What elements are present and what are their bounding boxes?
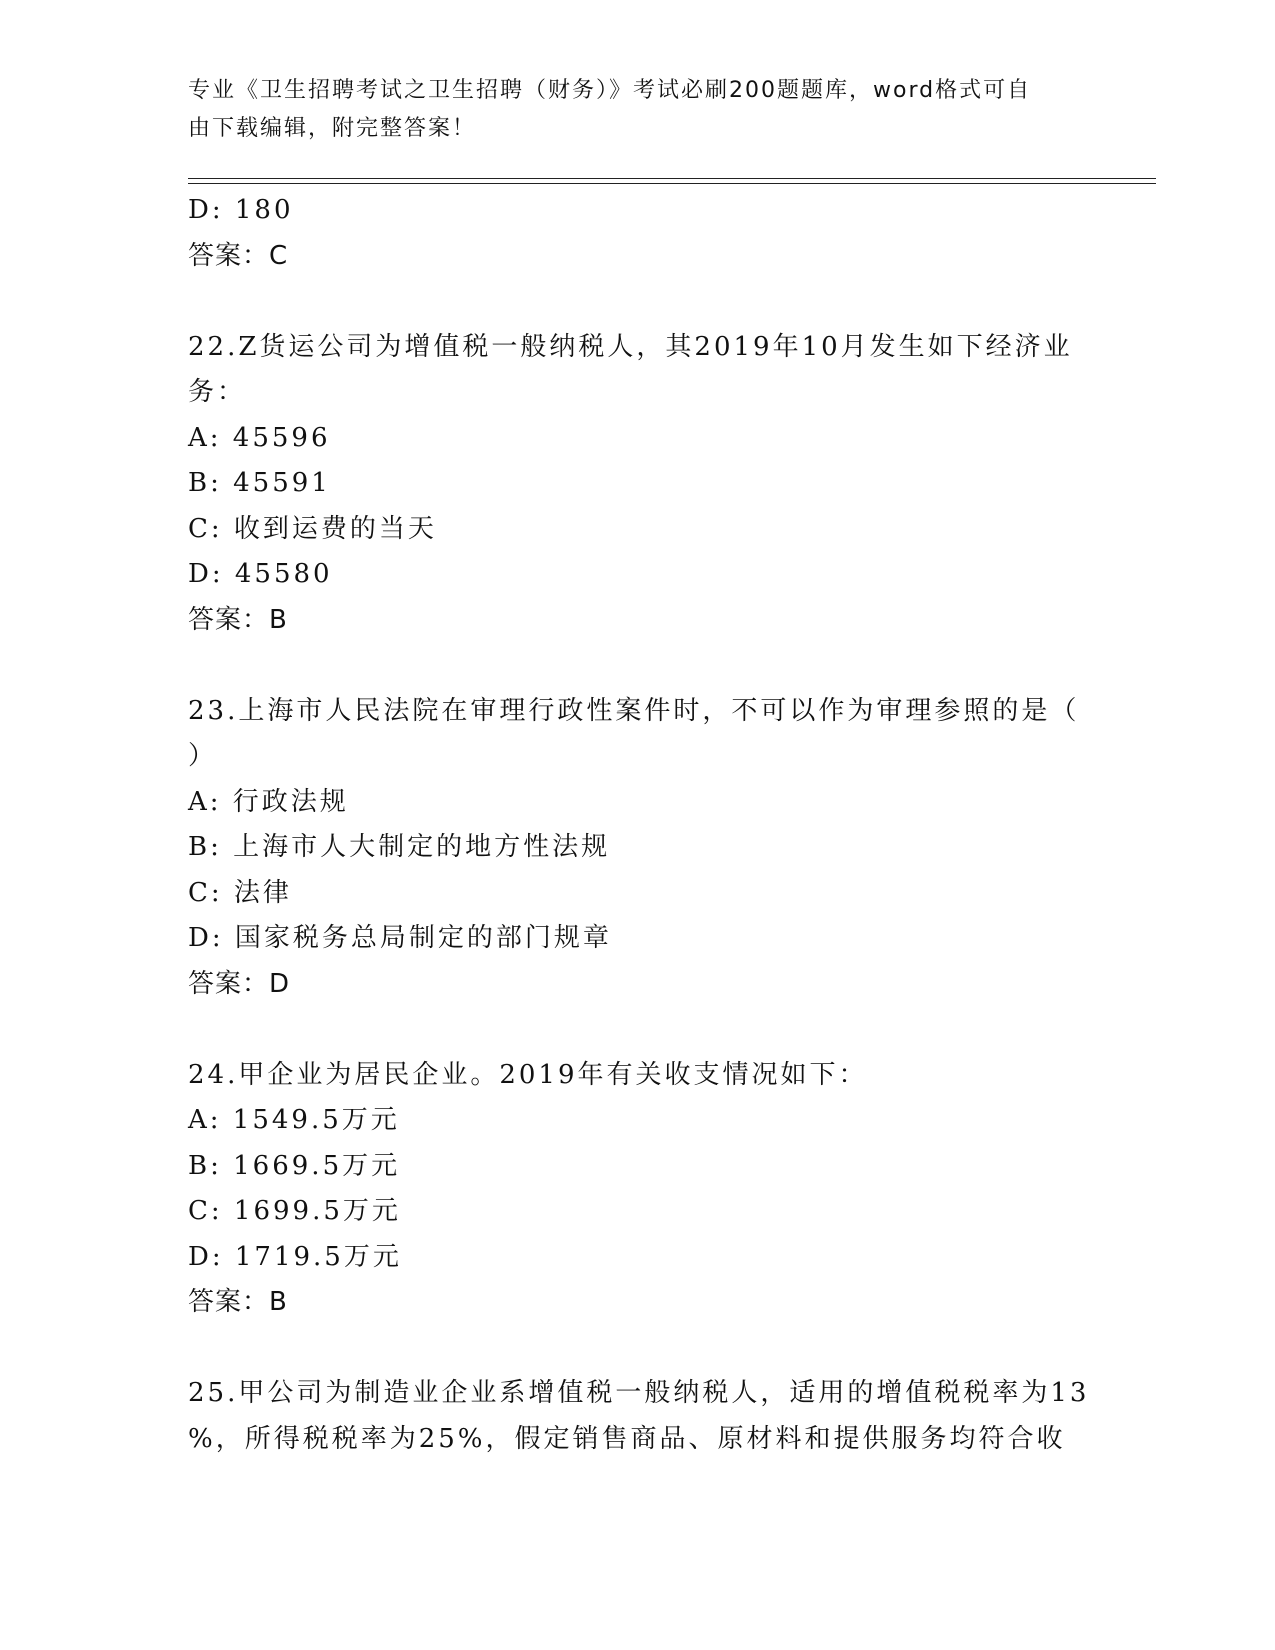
header-line-1: 专业《卫生招聘考试之卫生招聘（财务）》考试必刷200题题库，word格式可自 bbox=[188, 78, 1032, 103]
q22-stem-line-1: 22.Z货运公司为增值税一般纳税人，其2019年10月发生如下经济业 bbox=[188, 331, 1073, 362]
q23-answer: 答案：D bbox=[188, 968, 291, 999]
q24-option-a: A: 1549.5万元 bbox=[188, 1105, 400, 1135]
question-spacer bbox=[188, 1326, 1088, 1372]
question-spacer bbox=[188, 643, 1088, 689]
header-line-2: 由下载编辑，附完整答案！ bbox=[188, 116, 477, 141]
q24-stem-line-1: 24.甲企业为居民企业。2019年有关收支情况如下： bbox=[188, 1059, 868, 1090]
q22-option-c: C: 收到运费的当天 bbox=[188, 513, 437, 544]
q22-option-a: A: 45596 bbox=[188, 422, 331, 453]
q23-option-a: A: 行政法规 bbox=[188, 786, 349, 817]
q22-option-d: D: 45580 bbox=[188, 559, 333, 589]
question-spacer bbox=[188, 1007, 1088, 1053]
header-divider-bottom bbox=[188, 183, 1156, 184]
q24-option-d: D: 1719.5万元 bbox=[188, 1241, 402, 1272]
q25-stem-line-2: %，所得税税率为25%，假定销售商品、原材料和提供服务均符合收 bbox=[188, 1423, 1066, 1454]
q22-answer: 答案：B bbox=[188, 604, 288, 635]
q23-option-c: C: 法律 bbox=[188, 877, 292, 908]
question-list bbox=[188, 188, 1088, 1462]
q22-stem-line-2: 务： bbox=[188, 377, 247, 407]
q23-stem-line-2: ） bbox=[188, 741, 218, 771]
q24-option-b: B: 1669.5万元 bbox=[188, 1150, 401, 1181]
q23-stem-line-1: 23.上海市人民法院在审理行政性案件时，不可以作为审理参照的是（ bbox=[188, 695, 1080, 726]
q25-stem-line-1: 25.甲公司为制造业企业系增值税一般纳税人，适用的增值税税率为13 bbox=[188, 1378, 1090, 1408]
q22-option-b: B: 45591 bbox=[188, 468, 331, 498]
q24-answer: 答案：B bbox=[188, 1287, 288, 1317]
question-spacer bbox=[188, 279, 1088, 325]
q21-option-d: D: 180 bbox=[188, 195, 294, 225]
document-header bbox=[188, 72, 1068, 148]
q23-option-d: D: 国家税务总局制定的部门规章 bbox=[188, 923, 612, 953]
q21-answer: 答案：C bbox=[188, 240, 289, 271]
q24-option-c: C: 1699.5万元 bbox=[188, 1196, 401, 1226]
q23-option-b: B: 上海市人大制定的地方性法规 bbox=[188, 832, 611, 862]
header-divider-top bbox=[188, 178, 1156, 179]
